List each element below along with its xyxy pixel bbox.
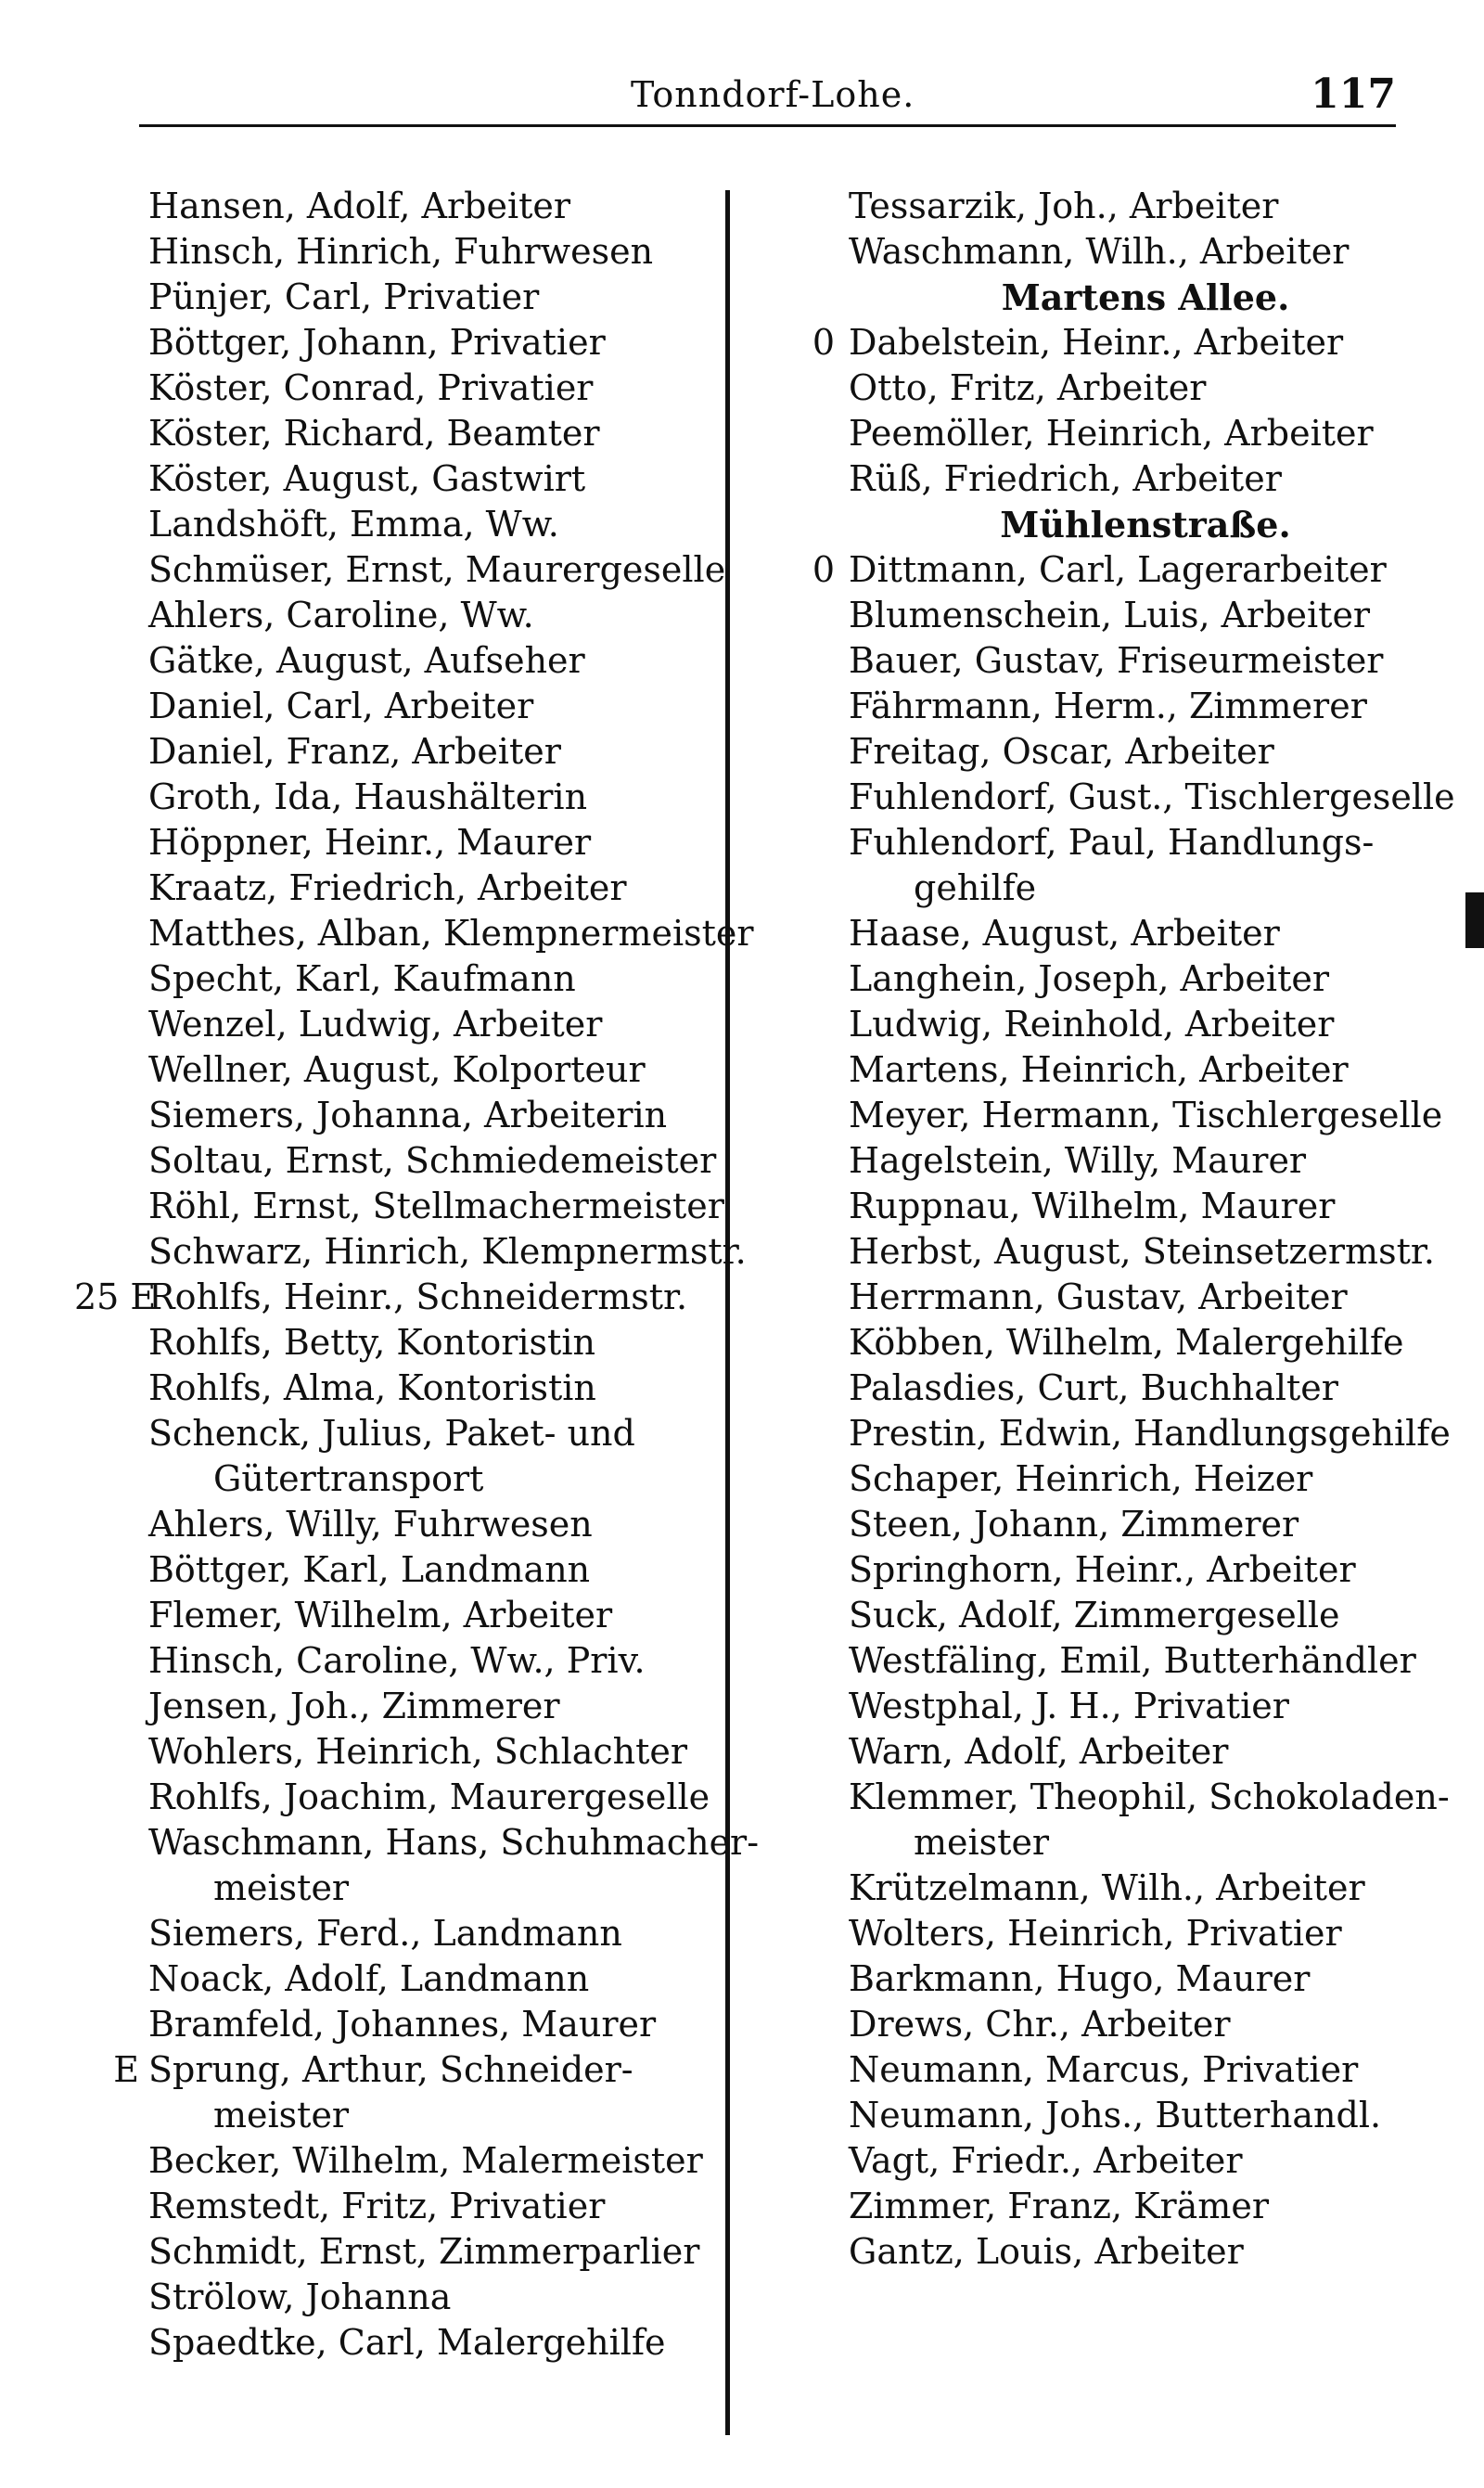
entry-text: Köster, Conrad, Privatier (148, 367, 594, 408)
entry-text: Wolters, Heinrich, Privatier (849, 1913, 1342, 1954)
resident-entry (849, 1366, 1442, 1411)
entry-text: Schenck, Julius, Paket- und (148, 1413, 635, 1454)
entry-text: Becker, Wilhelm, Malermeister (148, 2140, 703, 2181)
resident-entry (849, 1684, 1442, 1729)
resident-entry (849, 2047, 1442, 2093)
resident-entry (148, 229, 714, 275)
entry-text: Hagelstein, Willy, Maurer (849, 1140, 1307, 1181)
entry-text: Hinsch, Caroline, Ww., Priv. (148, 1640, 646, 1681)
header-rule (139, 124, 1396, 127)
entry-text: Freitag, Oscar, Arbeiter (849, 731, 1274, 772)
entry-text: meister (914, 1822, 1050, 1863)
resident-entry (849, 1184, 1442, 1229)
resident-entry (148, 911, 754, 956)
resident-entry (849, 1547, 1442, 1593)
entry-text: Martens, Heinrich, Arbeiter (849, 1049, 1349, 1090)
resident-entry (849, 1229, 1442, 1275)
resident-entry (148, 1684, 714, 1729)
entry-text: Daniel, Franz, Arbeiter (148, 731, 561, 772)
entry-continuation (148, 2093, 714, 2138)
entry-text: Hansen, Adolf, Arbeiter (148, 186, 571, 226)
resident-entry (148, 502, 714, 547)
resident-entry (849, 1593, 1442, 1638)
resident-entry (148, 1411, 714, 1456)
entry-text: Böttger, Karl, Landmann (148, 1549, 591, 1590)
house-number-marker: 0 (812, 322, 835, 363)
resident-entry (849, 184, 1442, 229)
entry-text: Krützelmann, Wilh., Arbeiter (849, 1867, 1365, 1908)
entry-text: Tessarzik, Joh., Arbeiter (849, 186, 1279, 226)
entry-text: Peemöller, Heinrich, Arbeiter (849, 413, 1374, 454)
resident-entry (148, 1547, 714, 1593)
resident-entry (148, 866, 714, 911)
entry-text: Soltau, Ernst, Schmiedemeister (148, 1140, 717, 1181)
entry-continuation (849, 866, 1442, 911)
resident-entry (849, 2002, 1442, 2047)
resident-entry (148, 275, 714, 320)
resident-entry (849, 411, 1442, 456)
entry-text: Dittmann, Carl, Lagerarbeiter (849, 549, 1387, 590)
resident-entry (148, 456, 714, 502)
resident-entry (849, 911, 1442, 956)
right-column (812, 184, 1455, 2275)
entry-text: Barkmann, Hugo, Maurer (849, 1958, 1311, 1999)
resident-entry (849, 1275, 1442, 1320)
resident-entry (148, 2229, 714, 2275)
resident-entry (849, 1775, 1450, 1820)
entry-text: Springhorn, Heinr., Arbeiter (849, 1549, 1356, 1590)
resident-entry (148, 1047, 714, 1093)
resident-entry (148, 1638, 714, 1684)
entry-text: Prestin, Edwin, Handlungsgehilfe (849, 1413, 1451, 1454)
resident-entry (148, 2138, 714, 2184)
entry-text: Bauer, Gustav, Friseurmeister (849, 640, 1384, 681)
entry-text: Wenzel, Ludwig, Arbeiter (148, 1004, 603, 1045)
resident-entry (849, 1729, 1442, 1775)
entry-text: Schmüser, Ernst, Maurergeselle (148, 549, 726, 590)
entry-text: Sprung, Arthur, Schneider- (148, 2049, 633, 2090)
resident-entry (148, 547, 726, 593)
entry-text: Ahlers, Willy, Fuhrwesen (148, 1504, 593, 1545)
resident-entry (148, 184, 714, 229)
resident-entry (148, 2320, 714, 2366)
entry-text: Siemers, Johanna, Arbeiterin (148, 1095, 668, 1135)
entry-text: Wohlers, Heinrich, Schlachter (148, 1731, 688, 1772)
resident-entry (148, 956, 714, 1002)
entry-text: Siemers, Ferd., Landmann (148, 1913, 622, 1954)
entry-text: Böttger, Johann, Privatier (148, 322, 606, 363)
resident-entry (849, 1866, 1442, 1911)
entry-text: Herbst, August, Steinsetzermstr. (849, 1231, 1435, 1272)
entry-text: Rohlfs, Alma, Kontoristin (148, 1367, 596, 1408)
resident-entry (849, 775, 1455, 820)
entry-text: Specht, Karl, Kaufmann (148, 958, 576, 999)
entry-text: gehilfe (914, 867, 1037, 908)
entry-text: Rohlfs, Heinr., Schneidermstr. (148, 1276, 688, 1317)
resident-entry (148, 729, 714, 775)
entry-text: Rohlfs, Betty, Kontoristin (148, 1322, 595, 1363)
entry-text: Groth, Ida, Haushälterin (148, 776, 588, 817)
entry-text: Schwarz, Hinrich, Klempnermstr. (148, 1231, 747, 1272)
resident-entry (849, 820, 1442, 866)
entry-text: Hinsch, Hinrich, Fuhrwesen (148, 231, 654, 272)
resident-entry (849, 2138, 1442, 2184)
resident-entry (148, 1820, 760, 1866)
entry-text: Fährmann, Herm., Zimmerer (849, 686, 1367, 726)
resident-entry (148, 1229, 747, 1275)
entry-text: Röhl, Ernst, Stellmachermeister (148, 1186, 724, 1226)
entry-text: Bramfeld, Johannes, Maurer (148, 2004, 657, 2045)
entry-text: Neumann, Johs., Butterhandl. (849, 2095, 1382, 2135)
entry-text: Daniel, Carl, Arbeiter (148, 686, 534, 726)
entry-text: meister (213, 2095, 350, 2135)
resident-entry (148, 320, 714, 366)
entry-text: Matthes, Alban, Klempnermeister (148, 913, 754, 954)
resident-entry (74, 1275, 714, 1320)
entry-continuation (148, 1456, 714, 1502)
resident-entry (148, 1093, 714, 1138)
resident-entry (849, 1411, 1451, 1456)
entry-text: Waschmann, Wilh., Arbeiter (849, 231, 1350, 272)
resident-entry (148, 684, 714, 729)
entry-text: Waschmann, Hans, Schuhmacher- (148, 1822, 760, 1863)
entry-text: Suck, Adolf, Zimmergeselle (849, 1595, 1340, 1635)
resident-entry (148, 1502, 714, 1547)
street-heading: Martens Allee. (1001, 276, 1290, 318)
resident-entry (148, 593, 714, 638)
resident-entry (849, 956, 1442, 1002)
entry-text: Ludwig, Reinhold, Arbeiter (849, 1004, 1335, 1045)
entry-text: Wellner, August, Kolporteur (148, 1049, 646, 1090)
resident-entry (148, 1320, 714, 1366)
resident-entry (849, 1138, 1442, 1184)
resident-entry (148, 2184, 714, 2229)
resident-entry (849, 1638, 1442, 1684)
entry-text: Remstedt, Fritz, Privatier (148, 2186, 606, 2226)
entry-text: Spaedtke, Carl, Malergehilfe (148, 2322, 666, 2363)
entry-text: Langhein, Joseph, Arbeiter (849, 958, 1329, 999)
resident-entry (849, 1911, 1442, 1956)
entry-text: Gantz, Louis, Arbeiter (849, 2231, 1244, 2272)
entry-text: meister (213, 1867, 350, 1908)
entry-continuation (148, 1866, 714, 1911)
resident-entry (148, 1184, 724, 1229)
entry-text: Rüß, Friedrich, Arbeiter (849, 458, 1282, 499)
entry-text: Drews, Chr., Arbeiter (849, 2004, 1231, 2045)
resident-entry (849, 1456, 1442, 1502)
resident-entry (849, 729, 1442, 775)
running-title: Tonndorf-Lohe. (631, 74, 915, 115)
entry-text: Ruppnau, Wilhelm, Maurer (849, 1186, 1336, 1226)
entry-text: Steen, Johann, Zimmerer (849, 1504, 1299, 1545)
left-column (74, 184, 760, 2366)
column-divider (725, 190, 730, 2435)
resident-entry (849, 1956, 1442, 2002)
resident-entry (148, 2002, 714, 2047)
resident-entry (148, 1002, 714, 1047)
resident-entry (849, 1002, 1442, 1047)
entry-text: Gütertransport (213, 1458, 484, 1499)
resident-entry (849, 684, 1442, 729)
entry-text: Meyer, Hermann, Tischlergeselle (849, 1095, 1443, 1135)
resident-entry (148, 1956, 714, 2002)
thumb-index-mark (1465, 892, 1484, 948)
entry-text: Noack, Adolf, Landmann (148, 1958, 590, 1999)
resident-entry (849, 2184, 1442, 2229)
resident-entry (812, 547, 1442, 593)
resident-entry (148, 820, 714, 866)
resident-entry (849, 593, 1442, 638)
entry-text: Strölow, Johanna (148, 2276, 452, 2317)
resident-entry (148, 366, 714, 411)
entry-text: Warn, Adolf, Arbeiter (849, 1731, 1229, 1772)
resident-entry (148, 1593, 714, 1638)
entry-text: Dabelstein, Heinr., Arbeiter (849, 322, 1344, 363)
page-number: 117 (1311, 71, 1396, 118)
entry-text: Westphal, J. H., Privatier (849, 1686, 1289, 1726)
entry-text: Blumenschein, Luis, Arbeiter (849, 595, 1371, 635)
resident-entry (148, 1911, 714, 1956)
entry-text: Neumann, Marcus, Privatier (849, 2049, 1359, 2090)
entry-text: Schaper, Heinrich, Heizer (849, 1458, 1313, 1499)
resident-entry (849, 456, 1442, 502)
resident-entry (812, 320, 1442, 366)
entry-text: Kraatz, Friedrich, Arbeiter (148, 867, 627, 908)
entry-text: Palasdies, Curt, Buchhalter (849, 1367, 1338, 1408)
resident-entry (849, 1093, 1442, 1138)
entry-text: Schmidt, Ernst, Zimmerparlier (148, 2231, 700, 2272)
resident-entry (148, 775, 714, 820)
resident-entry (148, 1775, 714, 1820)
resident-entry (849, 1502, 1442, 1547)
resident-entry (148, 1138, 717, 1184)
street-heading: Mühlenstraße. (1000, 504, 1291, 545)
entry-text: Herrmann, Gustav, Arbeiter (849, 1276, 1348, 1317)
entry-text: Jensen, Joh., Zimmerer (148, 1686, 560, 1726)
entry-text: Pünjer, Carl, Privatier (148, 276, 540, 317)
resident-entry (849, 229, 1442, 275)
house-number-marker: E (113, 2049, 139, 2090)
entry-text: Höppner, Heinr., Maurer (148, 822, 592, 863)
house-number-marker: 25 E (74, 1276, 157, 1317)
resident-entry (849, 638, 1442, 684)
page-header (139, 63, 1396, 128)
entry-text: Köster, August, Gastwirt (148, 458, 586, 499)
entry-text: Fuhlendorf, Paul, Handlungs- (849, 822, 1375, 863)
entry-text: Zimmer, Franz, Krämer (849, 2186, 1269, 2226)
resident-entry (849, 1047, 1442, 1093)
entry-text: Gätke, August, Aufseher (148, 640, 585, 681)
resident-entry (148, 411, 714, 456)
resident-entry (849, 2093, 1442, 2138)
entry-continuation (849, 1820, 1442, 1866)
house-number-marker: 0 (812, 549, 835, 590)
resident-entry (113, 2047, 714, 2093)
entry-text: Köster, Richard, Beamter (148, 413, 600, 454)
resident-entry (148, 1366, 714, 1411)
entry-text: Ahlers, Caroline, Ww. (148, 595, 534, 635)
entry-text: Westfäling, Emil, Butterhändler (849, 1640, 1416, 1681)
entry-text: Otto, Fritz, Arbeiter (849, 367, 1207, 408)
entry-text: Haase, August, Arbeiter (849, 913, 1280, 954)
resident-entry (849, 366, 1442, 411)
entry-text: Landshöft, Emma, Ww. (148, 504, 559, 545)
entry-text: Köbben, Wilhelm, Malergehilfe (849, 1322, 1404, 1363)
resident-entry (849, 2229, 1442, 2275)
resident-entry (148, 1729, 714, 1775)
entry-text: Rohlfs, Joachim, Maurergeselle (148, 1776, 710, 1817)
entry-text: Fuhlendorf, Gust., Tischlergeselle (849, 776, 1455, 817)
entry-text: Vagt, Friedr., Arbeiter (849, 2140, 1243, 2181)
entry-text: Flemer, Wilhelm, Arbeiter (148, 1595, 613, 1635)
resident-entry (849, 1320, 1442, 1366)
entry-text: Klemmer, Theophil, Schokoladen- (849, 1776, 1450, 1817)
resident-entry (148, 638, 714, 684)
resident-entry (148, 2275, 714, 2320)
